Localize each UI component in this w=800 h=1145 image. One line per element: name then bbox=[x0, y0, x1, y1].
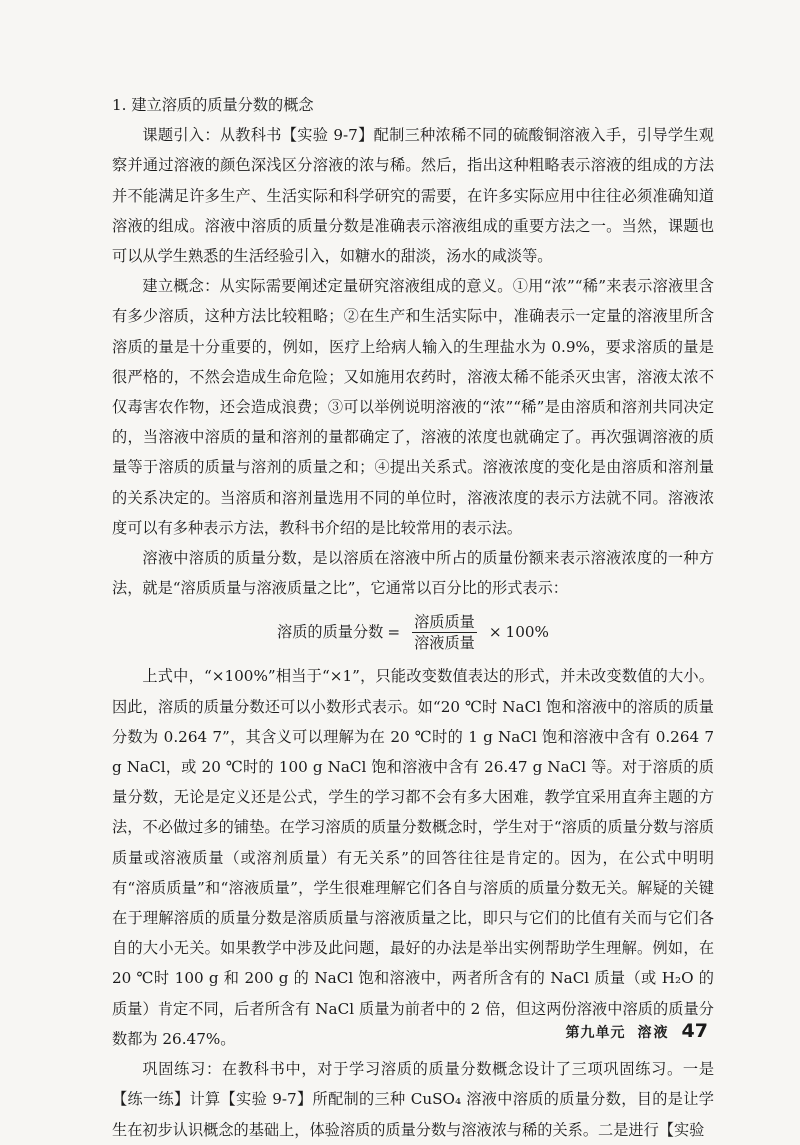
footer-unit: 第九单元 bbox=[565, 1025, 626, 1041]
page-footer bbox=[566, 1020, 708, 1042]
paragraph-definition: 溶液中溶质的质量分数，是以溶质在溶液中所占的质量份额来表示溶液浓度的一种方法，就是“溶质质量与溶液质量之比”，它通常以百分比的形式表示： bbox=[112, 549, 714, 598]
paragraph-practice: 巩固练习：在教科书中，对于学习溶质的质量分数概念设计了三项巩固练习。一是【练一练】计算【实验 9-7】所配制的三种 CuSO₄ 溶液中溶质的质量分数，目的是让学生在初步认识概念的基础上，体验溶质的质量分数与溶液浓与稀的关系。二是进行【实验 bbox=[112, 1060, 714, 1139]
formula-denominator: 溶液质量 bbox=[414, 633, 475, 652]
formula-percent: 100% bbox=[505, 623, 549, 642]
formula-numerator: 溶质质量 bbox=[414, 612, 475, 631]
mass-fraction-formula bbox=[112, 603, 714, 661]
formula-lhs: 溶质的质量分数 bbox=[277, 623, 384, 642]
formula-equals: = bbox=[387, 623, 401, 642]
formula-fraction bbox=[412, 612, 477, 653]
section-heading: 1. 建立溶质的质量分数的概念 bbox=[112, 96, 314, 114]
paragraph-concept: 建立概念：从实际需要阐述定量研究溶液组成的意义。①用“浓”“稀”来表示溶液里含有多少溶质，这种方法比较粗略；②在生产和生活实际中，准确表示一定量的溶液里所含溶质的量是十分重要的，例如，医疗上给病人输入的生理盐水为 0.9%，要求溶质的量是很严格的，不然会造成生命危险；又如施用农药时，溶液太稀不能杀灭虫害，溶液太浓不仅毒害农作物，还会造成浪费；③可以举例说明溶液的“浓”“稀”是由溶质和溶剂共同决定的，当溶液中溶质的量和溶剂的量都确定了，溶液的浓度也就确定了。再次强调溶液的质量等于溶质的质量与溶剂的质量之和；④提出关系式。溶液浓度的变化是由溶质和溶剂量的关系决定的。当溶质和溶剂量选用不同的单位时，溶液浓度的表示方法就不同。溶液浓度可以有多种表示方法，教科书介绍的是比较常用的表示法。 bbox=[112, 277, 714, 537]
formula-times: × bbox=[488, 623, 502, 642]
footer-topic: 溶液 bbox=[637, 1025, 670, 1041]
paragraph-intro: 课题引入：从教科书【实验 9-7】配制三种浓稀不同的硫酸铜溶液入手，引导学生观察并通过溶液的颜色深浅区分溶液的浓与稀。然后，指出这种粗略表示溶液的组成的方法并不能满足许多生产、生活实际和科学研究的需要，在许多实际应用中往往必须准确知道溶液的组成。溶液中溶质的质量分数是准确表示溶液组成的重要方法之一。当然，课题也可以从学生熟悉的生活经验引入，如糖水的甜淡，汤水的咸淡等。 bbox=[112, 126, 714, 266]
paragraph-explanation: 上式中，“×100%”相当于“×1”，只能改变数值表达的形式，并未改变数值的大小。因此，溶质的质量分数还可以小数形式表示。如“20 ℃时 NaCl 饱和溶液中的溶质的质量分数为 0.264 7”，其含义可以理解为在 20 ℃时的 1 g NaCl 饱和溶液中含有 0.264 7 g NaCl，或 20 ℃时的 100 g NaCl 饱和溶液中含有 26.47 g NaCl 等。对于溶质的质量分数，无论是定义还是公式，学生的学习都不会有多大困难，教学宜采用直奔主题的方法，不必做过多的铺垫。在学习溶质的质量分数概念时，学生对于“溶质的质量分数与溶质质量或溶液质量（或溶剂质量）有无关系”的回答往往是肯定的。因为，在公式中明明有“溶质质量”和“溶液质量”，学生很难理解它们各自与溶质的质量分数无关。解疑的关键在于理解溶质的质量分数是溶质质量与溶液质量之比，即只与它们的比值有关而与它们各自的大小无关。如果教学中涉及此问题，最好的办法是举出实例帮助学生理解。例如，在 20 ℃时 100 g 和 200 g 的 NaCl 饱和溶液中，两者所含有的 NaCl 质量（或 H₂O 的质量）肯定不同，后者所含有 NaCl 质量为前者中的 2 倍，但这两份溶液中溶质的质量分数都为 26.47%。 bbox=[112, 667, 714, 1048]
page-body bbox=[112, 90, 714, 1145]
page-number: 47 bbox=[681, 1020, 708, 1042]
